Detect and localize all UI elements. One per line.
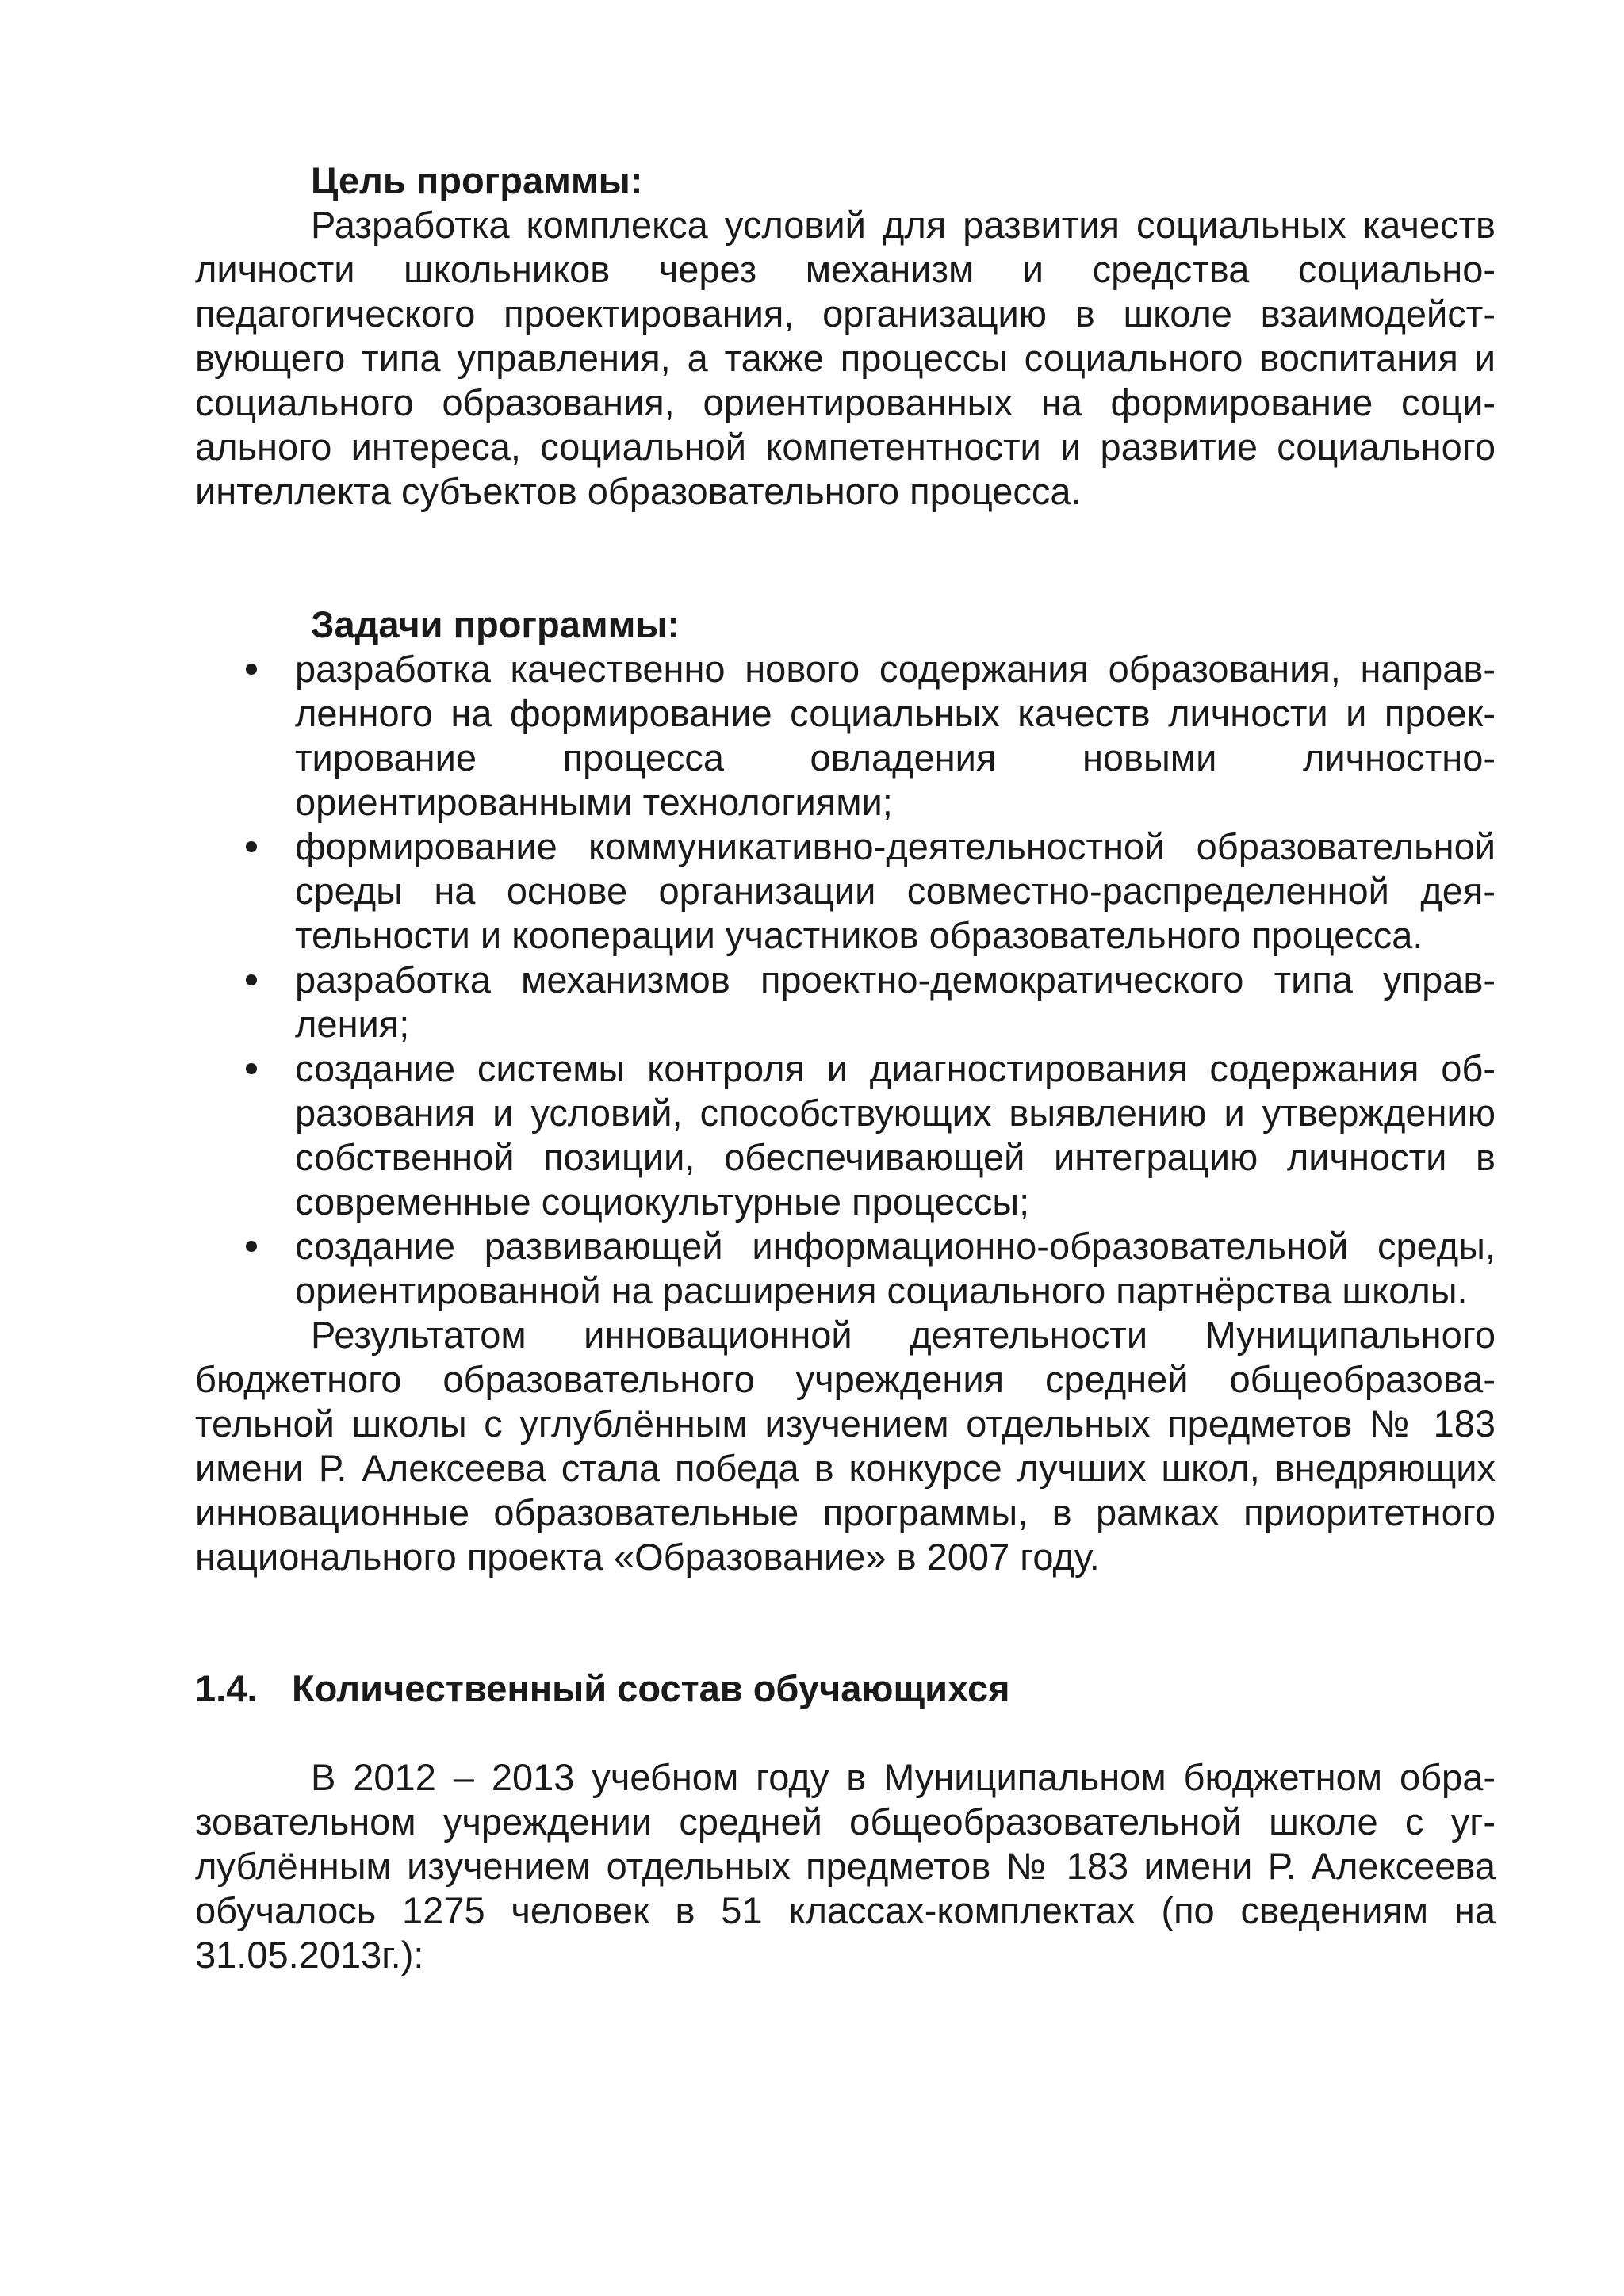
document-content xyxy=(195,159,1496,1977)
bullet-icon xyxy=(246,1241,257,1252)
bullet-icon xyxy=(246,1063,257,1074)
task-text: создание системы контроля и диагностирования содержания образования и условий, способствующих выявлению и утверждению собственной позиции, обеспечивающей интеграцию личности в современные социокультурные процессы; xyxy=(295,1047,1496,1223)
task-item xyxy=(195,647,1496,825)
task-item xyxy=(195,1047,1496,1224)
task-text: разработка механизмов проектно-демократического типа управления; xyxy=(295,959,1496,1045)
section-title xyxy=(195,1667,1496,1711)
task-text: создание развивающей информационно-образовательной среды, ориентированной на расширения социального партнёрства школы. xyxy=(295,1225,1496,1311)
section-text: В 2012 – 2013 учебном году в Муниципальном бюджетном образовательном учреждении средней общеобразовательной школе с углублённым изучением отдельных предметов № 183 имени Р. Алексеева обучалось 1275 человек в 51 классах-комплектах (по сведениям на 31.05.2013г.): xyxy=(195,1756,1496,1976)
bullet-icon xyxy=(246,841,257,852)
task-text: разработка качественно нового содержания образования, направленного на формирование социальных качеств личности и проектирование процесса овладения новыми личностно-ориентированными технологиями; xyxy=(295,648,1496,823)
task-item xyxy=(195,825,1496,958)
bullet-icon xyxy=(246,664,257,675)
bullet-icon xyxy=(246,974,257,985)
spacer xyxy=(195,514,1496,603)
spacer xyxy=(195,1711,1496,1755)
task-item xyxy=(195,958,1496,1047)
task-text: формирование коммуникативно-деятельностной образовательной среды на основе организации совместно-распределенной деятельности и кооперации участников образовательного процесса. xyxy=(295,825,1496,956)
section-title-text: Количественный состав обучающихся xyxy=(292,1667,1010,1709)
spacer xyxy=(195,1579,1496,1667)
goal-heading: Цель программы: xyxy=(311,159,643,201)
goal-text: Разработка комплекса условий для развития социальных качеств личности школьников через механизм и средства социально-педагогического проектирования, организацию в школе взаимодействующего типа управления, а также процессы социального воспитания и социального образования, ориентированных на формирование социального интереса, социальной компетентности и развитие социального интеллекта субъектов образовательного процесса. xyxy=(195,204,1496,512)
task-item xyxy=(195,1224,1496,1313)
tasks-list xyxy=(195,647,1496,1313)
result-text: Результатом инновационной деятельности Муниципального бюджетного образовательного учреждения средней общеобразовательной школы с углублённым изучением отдельных предметов № 183 имени Р. Алексеева стала победа в конкурсе лучших школ, внедряющих инновационные образовательные программы, в рамках приоритетного национального проекта «Образование» в 2007 году. xyxy=(195,1314,1496,1578)
section-number: 1.4. xyxy=(195,1667,258,1709)
tasks-heading: Задачи программы: xyxy=(311,603,680,645)
